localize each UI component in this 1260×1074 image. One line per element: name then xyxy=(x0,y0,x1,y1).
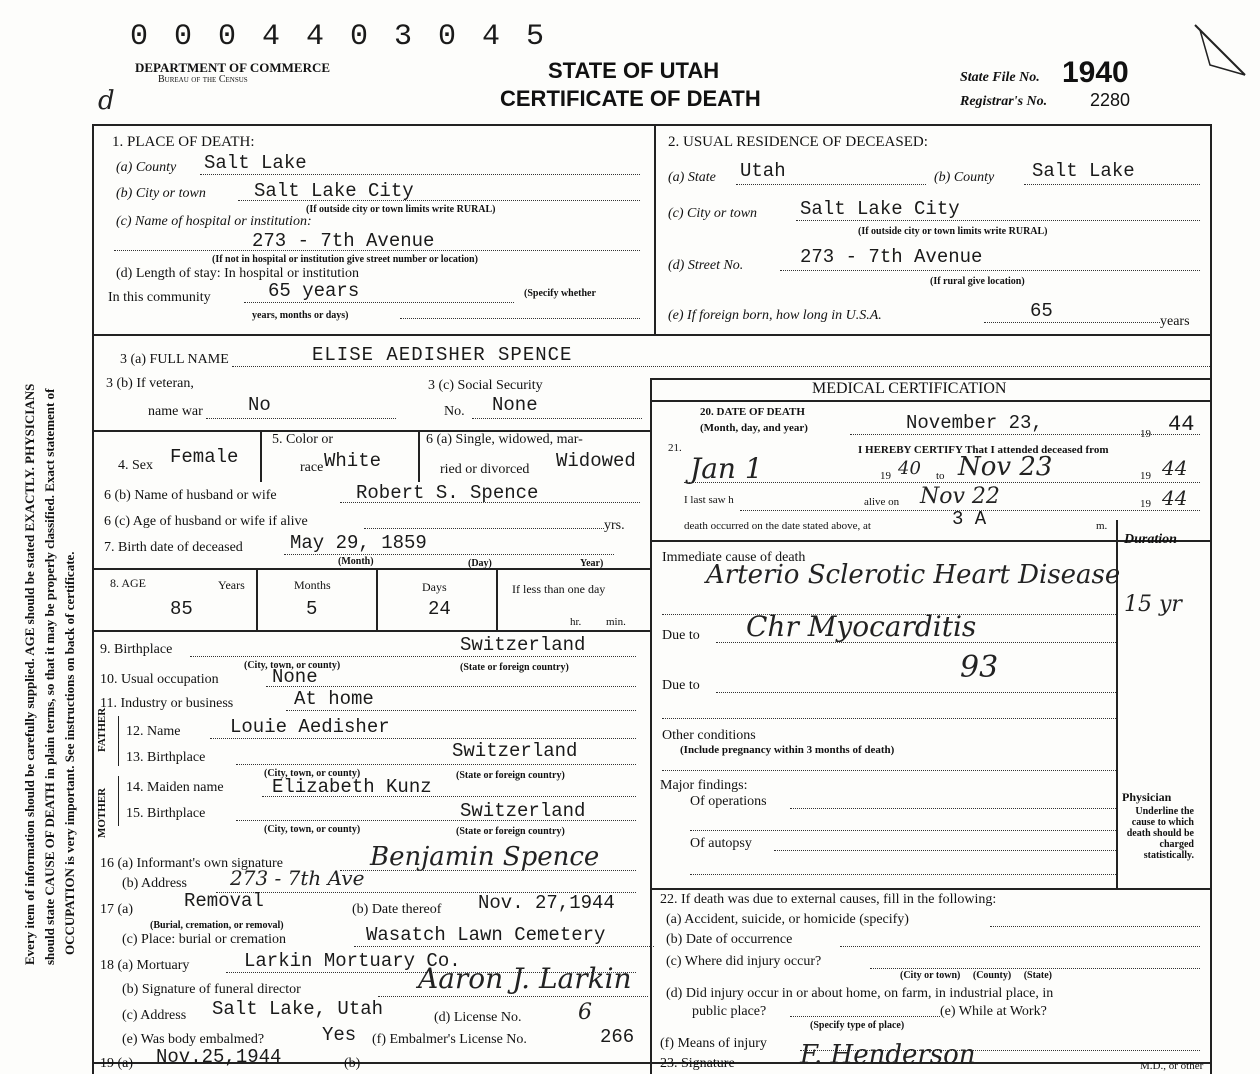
last-saw-label: I last saw h xyxy=(684,494,734,506)
rule xyxy=(774,850,1116,851)
veteran-label-2: name war xyxy=(148,404,203,419)
frame-left xyxy=(92,124,94,1074)
major-findings-label: Major findings: xyxy=(660,778,748,793)
to-century: 19 xyxy=(1140,470,1151,482)
from-year: 40 xyxy=(898,458,921,479)
birthdate-value: May 29, 1859 xyxy=(290,532,427,554)
rule xyxy=(364,528,604,529)
side-note-1: Every item of information should be carefully supplied. AGE should be stated EXACTLY. PHYSICIANS xyxy=(22,383,37,965)
state-heading: STATE OF UTAH xyxy=(548,58,720,83)
rule xyxy=(236,764,636,765)
external-d: (d) Did injury occur in or about home, on farm, in industrial place, in xyxy=(666,986,1054,1001)
father-name: Louie Aedisher xyxy=(230,716,390,738)
state-file-label: State File No. xyxy=(960,70,1040,85)
external-heading: 22. If death was due to external causes, fill in the following: xyxy=(660,892,997,907)
external-a: (a) Accident, suicide, or homicide (specify) xyxy=(666,912,909,927)
medical-head-bottom xyxy=(652,400,1212,402)
res-city: Salt Lake City xyxy=(800,198,960,220)
md-label: M.D., or other xyxy=(1140,1060,1204,1072)
dod-century: 19 xyxy=(1140,428,1151,440)
rule xyxy=(232,366,1210,367)
informant-address-label: (b) Address xyxy=(122,876,187,891)
medical-heading: MEDICAL CERTIFICATION xyxy=(812,380,1007,397)
rule xyxy=(840,946,1200,947)
immediate-cause: Arterio Sclerotic Heart Disease xyxy=(706,560,1121,590)
place-city-note: (If outside city or town limits write RURAL) xyxy=(306,204,496,215)
due-to-2-label: Due to xyxy=(662,678,700,693)
age-months-label: Months xyxy=(294,578,331,592)
industry-label: 11. Industry or business xyxy=(100,696,234,711)
father-state-caption: (State or foreign country) xyxy=(456,770,565,781)
community-label: In this community xyxy=(108,290,211,305)
rule xyxy=(736,184,926,185)
handwritten-mark: d xyxy=(98,86,115,116)
operations-label: Of operations xyxy=(690,794,767,809)
disposal-date: Nov. 27,1944 xyxy=(478,892,615,914)
mother-tag: MOTHER xyxy=(96,787,108,838)
spouse-age-unit: yrs. xyxy=(604,518,625,533)
external-top xyxy=(652,888,1212,890)
folded-corner xyxy=(1190,20,1250,80)
immediate-label: Immediate cause of death xyxy=(662,550,806,565)
spouse-age-label: 6 (c) Age of husband or wife if alive xyxy=(104,514,308,529)
birthdate-label: 7. Birth date of deceased xyxy=(104,540,243,555)
res-county-label: (b) County xyxy=(934,170,995,185)
last-century: 19 xyxy=(1140,498,1151,510)
race-divider xyxy=(418,430,420,482)
hospital-label: (c) Name of hospital or institution: xyxy=(116,214,312,229)
autopsy-label: Of autopsy xyxy=(690,836,752,851)
last-saw-date: Nov 22 xyxy=(920,484,1000,509)
disposition-label: 17 (a) xyxy=(100,902,134,917)
frame-right xyxy=(1210,124,1212,1074)
place-county-label: (a) County xyxy=(116,160,177,175)
physician-note: Underline the cause to which death should be charged statistically. xyxy=(1126,806,1194,861)
rule xyxy=(340,870,636,871)
foreign-years: years xyxy=(1160,314,1190,329)
res-street: 273 - 7th Avenue xyxy=(800,246,983,268)
disposition-value: Removal xyxy=(184,890,264,912)
burial-place-label: (c) Place: burial or cremation xyxy=(122,932,287,947)
certificate-title: CERTIFICATE OF DEATH xyxy=(500,86,761,111)
director-signature: Aaron J. Larkin xyxy=(418,962,632,995)
external-d2: public place? xyxy=(692,1004,767,1019)
dod-year: 44 xyxy=(1168,412,1195,437)
residence-heading: 2. USUAL RESIDENCE OF DECEASED: xyxy=(668,134,928,150)
death-time: 3 A xyxy=(952,508,987,530)
veteran-value: No xyxy=(248,394,271,416)
sex-divider xyxy=(260,430,262,482)
res-state: Utah xyxy=(740,160,786,182)
dod-value: November 23, xyxy=(906,412,1043,434)
less-than-day-label: If less than one day xyxy=(512,582,606,596)
external-b: (b) Date of occurrence xyxy=(666,932,793,947)
marital-label-2: ried or divorced xyxy=(440,462,530,477)
mother-state-caption: (State or foreign country) xyxy=(456,826,565,837)
physician-heading: Physician xyxy=(1122,790,1172,804)
rule xyxy=(870,968,1200,969)
external-e: (e) While at Work? xyxy=(940,1004,1047,1019)
external-c-note: (City or town) (County) (State) xyxy=(900,970,1053,981)
serial-number: 0 0 0 4 4 0 3 0 4 5 xyxy=(130,20,549,54)
rule xyxy=(984,322,1160,323)
mortuary-address: Salt Lake, Utah xyxy=(212,998,384,1020)
res-street-note: (If rural give location) xyxy=(930,276,1025,287)
rule xyxy=(684,482,1200,483)
external-c: (c) Where did injury occur? xyxy=(666,954,822,969)
father-bracket xyxy=(118,716,119,766)
rule xyxy=(690,874,1116,875)
m-label: m. xyxy=(1096,520,1108,532)
rule xyxy=(206,418,396,419)
signature-label: 23. Signature xyxy=(660,1056,735,1071)
veteran-label: 3 (b) If veteran, xyxy=(106,376,194,391)
mother-name: Elizabeth Kunz xyxy=(272,776,432,798)
rule xyxy=(690,830,1116,831)
res-state-label: (a) State xyxy=(668,170,716,185)
father-bp-label: 13. Birthplace xyxy=(126,750,206,765)
place-city-label: (b) City or town xyxy=(116,186,206,201)
mother-name-label: 14. Maiden name xyxy=(126,780,224,795)
rule xyxy=(340,502,640,503)
rule xyxy=(400,318,640,319)
race-value: White xyxy=(324,450,382,472)
rule xyxy=(284,554,614,555)
birthplace-label: 9. Birthplace xyxy=(100,642,173,657)
spouse-label: 6 (b) Name of husband or wife xyxy=(104,488,277,503)
rule xyxy=(378,996,648,997)
mother-bracket xyxy=(118,776,119,826)
cause-note: 93 xyxy=(960,650,999,685)
rule xyxy=(262,796,636,797)
community-value: 65 years xyxy=(268,280,360,302)
place-heading: 1. PLACE OF DEATH: xyxy=(112,134,255,150)
from-century: 19 xyxy=(880,470,891,482)
res-street-label: (d) Street No. xyxy=(668,258,744,273)
color-label: 5. Color or xyxy=(272,432,334,447)
hr-label: hr. xyxy=(570,616,582,628)
embalmed-label: (e) Was body embalmed? xyxy=(122,1032,265,1047)
license-value: 6 xyxy=(578,1000,592,1025)
attended-to: Nov 23 xyxy=(958,452,1053,482)
attended-from: Jan 1 xyxy=(690,452,763,485)
month-caption: (Month) xyxy=(338,556,374,567)
director-label: (b) Signature of funeral director xyxy=(122,982,301,997)
registrar-number: 2280 xyxy=(1090,90,1131,110)
other-conditions-label: Other conditions xyxy=(662,728,756,743)
rule xyxy=(190,656,636,657)
res-city-note: (If outside city or town limits write RURAL) xyxy=(858,226,1048,237)
filed-date: Nov.25,1944 xyxy=(156,1046,282,1068)
father-tag: FATHER xyxy=(96,707,108,752)
rule xyxy=(790,808,1116,809)
marital-label: 6 (a) Single, widowed, mar- xyxy=(426,432,583,447)
medical-divider xyxy=(650,378,652,1074)
physician-signature: F. Henderson xyxy=(800,1040,976,1070)
rule xyxy=(354,946,654,947)
top-divider xyxy=(654,124,656,334)
mother-bp-label: 15. Birthplace xyxy=(126,806,206,821)
place-city: Salt Lake City xyxy=(254,180,414,202)
city-county-caption: (City, town, or county) xyxy=(244,660,341,671)
dod-label-2: (Month, day, and year) xyxy=(700,422,808,434)
dod-label: 20. DATE OF DEATH xyxy=(700,406,805,418)
specify-note: (Specify whether xyxy=(524,288,596,299)
state-file-number: 1940 xyxy=(1062,56,1129,89)
age-div-1 xyxy=(256,568,258,630)
mortuary-address-label: (c) Address xyxy=(122,1008,187,1023)
burial-place: Wasatch Lawn Cemetery xyxy=(366,924,606,946)
other-conditions-note: (Include pregnancy within 3 months of death) xyxy=(680,744,895,756)
rule xyxy=(662,770,1116,771)
name-row-top xyxy=(92,334,1212,336)
name-label: 3 (a) FULL NAME xyxy=(120,352,229,367)
sex-label: 4. Sex xyxy=(118,458,153,473)
spouse-value: Robert S. Spence xyxy=(356,482,539,504)
hospital-value: 273 - 7th Avenue xyxy=(252,230,435,252)
embalmer-license-label: (f) Embalmer's License No. xyxy=(372,1032,527,1047)
full-name: ELISE AEDISHER SPENCE xyxy=(312,344,573,366)
hospital-note: (If not in hospital or institution give street number or location) xyxy=(212,254,478,265)
race-label: race xyxy=(300,460,324,475)
rule xyxy=(990,926,1200,927)
disposal-date-label: (b) Date thereof xyxy=(352,902,442,917)
rule xyxy=(780,270,1200,271)
age-row-bottom xyxy=(92,630,652,632)
to-label: to xyxy=(936,470,945,482)
res-city-label: (c) City or town xyxy=(668,206,758,221)
age-years: 85 xyxy=(170,598,193,620)
ss-label: 3 (c) Social Security xyxy=(428,378,543,393)
disposition-note: (Burial, cremation, or removal) xyxy=(150,920,284,931)
age-years-label: Years xyxy=(218,578,245,592)
to-year: 44 xyxy=(1162,456,1188,480)
rule xyxy=(114,250,640,251)
rule xyxy=(236,820,636,821)
min-label: min. xyxy=(606,616,626,628)
industry-value: At home xyxy=(294,688,374,710)
filed-label: 19 (a) xyxy=(100,1056,134,1071)
informant-signature: Benjamin Spence xyxy=(370,842,600,872)
specify-note-2: years, months or days) xyxy=(252,310,349,321)
embalmed-value: Yes xyxy=(322,1024,357,1046)
certify-text: I HEREBY CERTIFY That I attended deceased from xyxy=(858,444,1109,456)
bureau-label: Bureau of the Census xyxy=(158,74,248,85)
alive-on-label: alive on xyxy=(864,496,900,508)
age-row-top xyxy=(92,568,652,570)
filed-b-label: (b) xyxy=(344,1056,361,1071)
side-note-3: OCCUPATION is very important. See instructions on back of certificate. xyxy=(62,551,77,955)
age-days: 24 xyxy=(428,598,451,620)
day-caption: (Day) xyxy=(468,558,492,569)
birthplace-value: Switzerland xyxy=(460,634,586,656)
external-f: (f) Means of injury xyxy=(660,1036,767,1051)
registrar-label: Registrar's No. xyxy=(960,94,1048,109)
duration-label: Duration xyxy=(1124,532,1177,547)
side-note-2: should state CAUSE OF DEATH in plain terms, so that it may be properly classified. Exact statement of xyxy=(42,388,57,965)
rule xyxy=(210,738,636,739)
rule xyxy=(716,692,1116,693)
occurred-label: death occurred on the date stated above, at xyxy=(684,520,871,532)
ss-value: None xyxy=(492,394,538,416)
age-div-3 xyxy=(496,568,498,630)
foreign-value: 65 xyxy=(1030,300,1053,322)
father-name-label: 12. Name xyxy=(126,724,181,739)
cert-number: 21. xyxy=(668,442,682,454)
res-county: Salt Lake xyxy=(1032,160,1135,182)
rule xyxy=(244,302,514,303)
father-birthplace: Switzerland xyxy=(452,740,578,762)
age-div-2 xyxy=(376,568,378,630)
marital-value: Widowed xyxy=(556,450,636,472)
foreign-label: (e) If foreign born, how long in U.S.A. xyxy=(668,308,882,323)
cause-duration: 15 yr xyxy=(1124,592,1182,617)
age-months: 5 xyxy=(306,598,318,620)
age-days-label: Days xyxy=(422,580,447,594)
mortuary-value: Larkin Mortuary Co. xyxy=(244,950,461,972)
ss-label-2: No. xyxy=(444,404,465,419)
stay-label: (d) Length of stay: In hospital or institution xyxy=(116,266,360,281)
rule xyxy=(662,718,1116,719)
mortuary-label: 18 (a) Mortuary xyxy=(100,958,190,973)
father-city-caption: (City, town, or county) xyxy=(264,768,361,779)
rule xyxy=(796,220,1200,221)
rule xyxy=(266,686,636,687)
age-label: 8. AGE xyxy=(110,576,146,590)
rule xyxy=(472,418,642,419)
occupation-label: 10. Usual occupation xyxy=(100,672,219,687)
due-to-1-label: Due to xyxy=(662,628,700,643)
external-d-note: (Specify type of place) xyxy=(810,1020,905,1031)
rule xyxy=(238,200,640,201)
due-to-1: Chr Myocarditis xyxy=(746,610,977,643)
occupation-value: None xyxy=(272,666,318,688)
rule xyxy=(286,710,636,711)
last-year: 44 xyxy=(1162,486,1188,510)
embalmer-license: 266 xyxy=(600,1026,635,1048)
rule xyxy=(200,174,640,175)
frame-top xyxy=(92,124,1212,126)
state-country-caption: (State or foreign country) xyxy=(460,662,569,673)
place-county: Salt Lake xyxy=(204,152,307,174)
rule xyxy=(850,434,1200,435)
rule xyxy=(1024,184,1200,185)
mother-city-caption: (City, town, or county) xyxy=(264,824,361,835)
year-caption: Year) xyxy=(580,558,604,569)
rule xyxy=(716,642,1116,643)
department-label: DEPARTMENT OF COMMERCE xyxy=(135,60,331,75)
license-label: (d) License No. xyxy=(434,1010,522,1025)
informant-address: 273 - 7th Ave xyxy=(230,866,365,890)
sex-value: Female xyxy=(170,446,239,468)
mother-birthplace: Switzerland xyxy=(460,800,586,822)
informant-label: 16 (a) Informant's own signature xyxy=(100,856,283,871)
rule xyxy=(790,1016,940,1017)
